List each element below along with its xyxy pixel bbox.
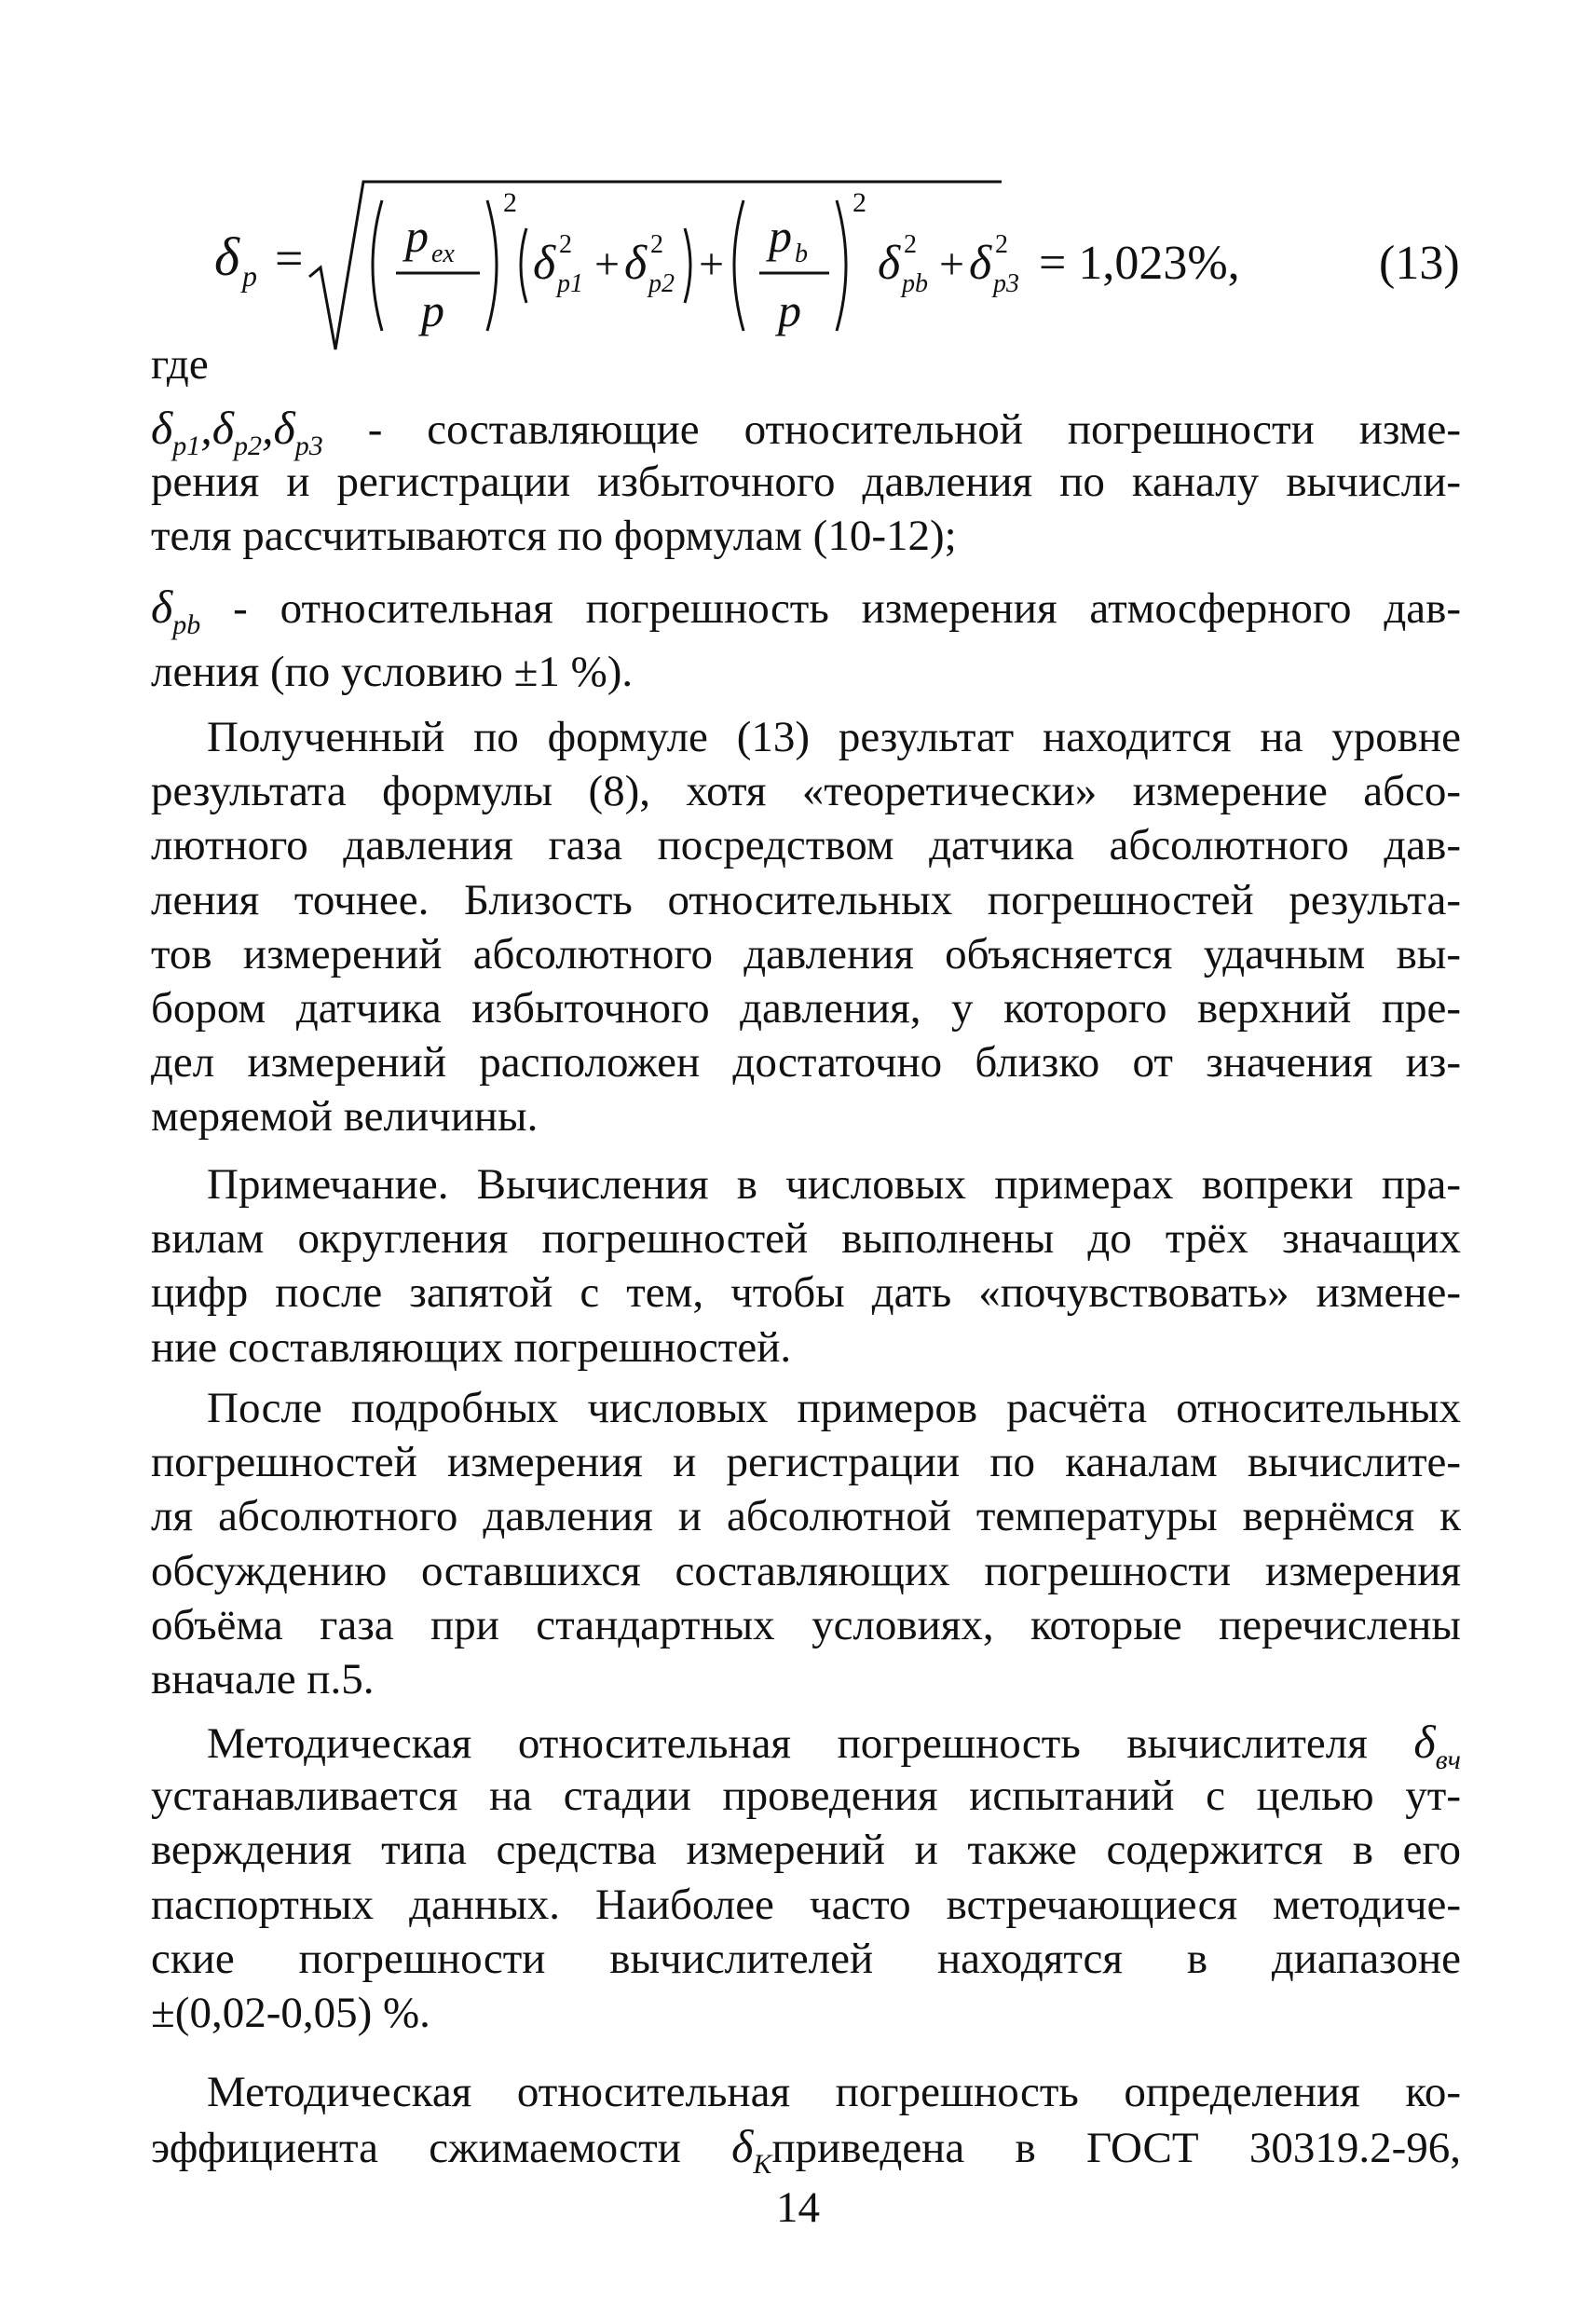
equation-number: (13) — [1379, 237, 1460, 290]
delta-p3: δ — [969, 237, 992, 290]
square-exp: 2 — [503, 187, 517, 218]
paragraph-4 — [151, 1715, 1461, 2040]
sub-p3: p3 — [294, 431, 323, 461]
p1-line: меряемой величины. — [151, 1092, 539, 1142]
sub-pb: pb — [172, 609, 201, 640]
delta-pb-sub: pb — [902, 269, 928, 298]
p-ex-sub: ex — [431, 239, 455, 268]
p4-line: ±(0,02-0,05) %. — [151, 1988, 430, 2037]
delta-vch-symbol: δ — [1413, 1716, 1436, 1768]
p3-line: погрешностей измерения и регистрации по каналам вычислите- — [151, 1438, 1461, 1487]
p4-text-1: Методическая относительная погрешность вычислителя — [207, 1719, 1368, 1768]
sub-p2: p2 — [234, 431, 262, 461]
p3-line: обсуждению оставшихся составляющих погрешности измерения — [151, 1546, 1461, 1595]
def1-line-2: рения и регистрации избыточного давления по каналу вычисли- — [151, 458, 1461, 507]
def1-line-3: теля рассчитываются по формулам (10-12); — [151, 512, 957, 561]
p-b-numerator: p — [769, 210, 792, 262]
delta-p3-exp: 2 — [995, 230, 1008, 259]
p5-line-1: Методическая относительная погрешность определения ко- — [207, 2068, 1461, 2116]
def1-text-1: - составляющие относительной погрешности изме- — [367, 405, 1461, 454]
right-paren-3 — [837, 200, 846, 331]
sub-vch: вч — [1435, 1744, 1461, 1775]
delta-symbol: δ — [151, 402, 173, 454]
delta-p2: δ — [624, 237, 648, 290]
formula-result: = 1,023%, — [1039, 237, 1240, 290]
right-paren-2 — [685, 228, 690, 303]
p2-line: цифр после запятой с тем, чтобы дать «почувствовать» измене- — [151, 1268, 1461, 1318]
p5-line-2 — [151, 2119, 1461, 2181]
delta-p2-sub: p2 — [648, 269, 675, 298]
p3-line: После подробных числовых примеров расчёта относительных — [207, 1384, 1461, 1432]
p1-line: результата формулы (8), хотя «теоретически» измерение абсо- — [151, 767, 1461, 816]
p1-line: Полученный по формуле (13) результат находится на уровне — [207, 713, 1461, 761]
sub-p1: p1 — [172, 431, 201, 461]
left-paren — [373, 200, 382, 331]
formula-lhs: δ — [214, 226, 239, 287]
delta-pb-exp: 2 — [904, 230, 917, 259]
p1-line: ления точнее. Близость относительных погрешностей результа- — [151, 875, 1461, 924]
page-number: 14 — [776, 2183, 820, 2232]
delta-symbol-3: δ — [273, 402, 295, 454]
delta-p3-sub: p3 — [993, 269, 1019, 298]
sub-k: K — [753, 2149, 772, 2181]
definition-delta-p123 — [151, 401, 1461, 564]
definition-delta-pb — [151, 580, 1461, 699]
plus-sign-3: + — [939, 239, 965, 289]
delta-p2-exp: 2 — [650, 230, 663, 259]
p1-line: бором датчика избыточного давления, у которого верхний пре- — [151, 983, 1461, 1033]
paragraph-2-note — [151, 1157, 1461, 1375]
formula-equals: = — [275, 230, 304, 286]
delta-k-symbol: δ — [731, 2120, 754, 2173]
def1-line-1: $\delta_{p1},\delta_{p2},\delta_{p3}$ - составляющие относительной погрешности изме- — [151, 402, 1461, 461]
p-denominator: p — [421, 284, 444, 336]
formula-13 — [205, 163, 1509, 373]
p-b-sub: b — [795, 239, 808, 268]
delta-pb-symbol: δ — [151, 581, 173, 633]
right-paren — [487, 200, 497, 331]
p2-line: вилам округления погрешностей выполнены до трёх значащих — [151, 1214, 1461, 1264]
p2-line: ние составляющих погрешностей. — [151, 1322, 792, 1372]
p4-line-1 — [151, 1715, 1461, 1775]
formula-lhs-sub: p — [242, 259, 257, 293]
left-paren-3 — [734, 200, 743, 331]
delta-pb: δ — [878, 237, 901, 290]
p4-line: ские погрешности вычислителей находятся в диапазоне — [151, 1934, 1461, 1983]
formula-graphic — [205, 163, 1509, 373]
paragraph-3 — [151, 1381, 1461, 1706]
p5-text-b: приведена в ГОСТ 30319.2-96, — [771, 2124, 1461, 2173]
left-paren-2 — [521, 228, 526, 303]
def2-line-1 — [151, 580, 1461, 640]
p1-line: тов измерений абсолютного давления объясняется удачным вы- — [151, 929, 1461, 978]
def2-text-1: - относительная погрешность измерения атмосферного дав- — [233, 584, 1461, 633]
p3-line: объёма газа при стандартных условиях, которые перечислены — [151, 1600, 1461, 1649]
where-label: где — [151, 340, 209, 389]
p3-line: вначале п.5. — [151, 1654, 375, 1703]
plus-sign-2: + — [699, 239, 725, 289]
delta-symbol-2: δ — [211, 402, 234, 454]
p4-line: паспортных данных. Наиболее часто встречающиеся методиче- — [151, 1880, 1461, 1929]
paragraph-1 — [151, 710, 1461, 1144]
p2-line: Примечание. Вычисления в числовых примерах вопреки пра- — [207, 1160, 1461, 1209]
p1-line: лютного давления газа посредством датчика абсолютного дав- — [151, 821, 1461, 870]
p4-line: устанавливается на стадии проведения испытаний с целью ут- — [151, 1772, 1461, 1821]
p4-line: верждения типа средства измерений и также содержится в его — [151, 1826, 1461, 1875]
p5-text-a: эффициента сжимаемости — [151, 2124, 681, 2173]
p3-line: ля абсолютного давления и абсолютной температуры вернёмся к — [151, 1492, 1461, 1541]
square-exp-2: 2 — [853, 187, 866, 218]
delta-p1-sub: p1 — [557, 269, 583, 298]
def2-line-2: ления (по условию ±1 %). — [151, 648, 634, 697]
delta-p1-exp: 2 — [559, 230, 572, 259]
p1-line: дел измерений расположен достаточно близко от значения из- — [151, 1038, 1461, 1088]
p-denominator-2: p — [778, 284, 801, 336]
plus-sign: + — [594, 239, 621, 289]
delta-p1: δ — [533, 237, 556, 290]
paragraph-5 — [151, 2065, 1461, 2181]
p-ex-numerator: p — [405, 210, 429, 262]
